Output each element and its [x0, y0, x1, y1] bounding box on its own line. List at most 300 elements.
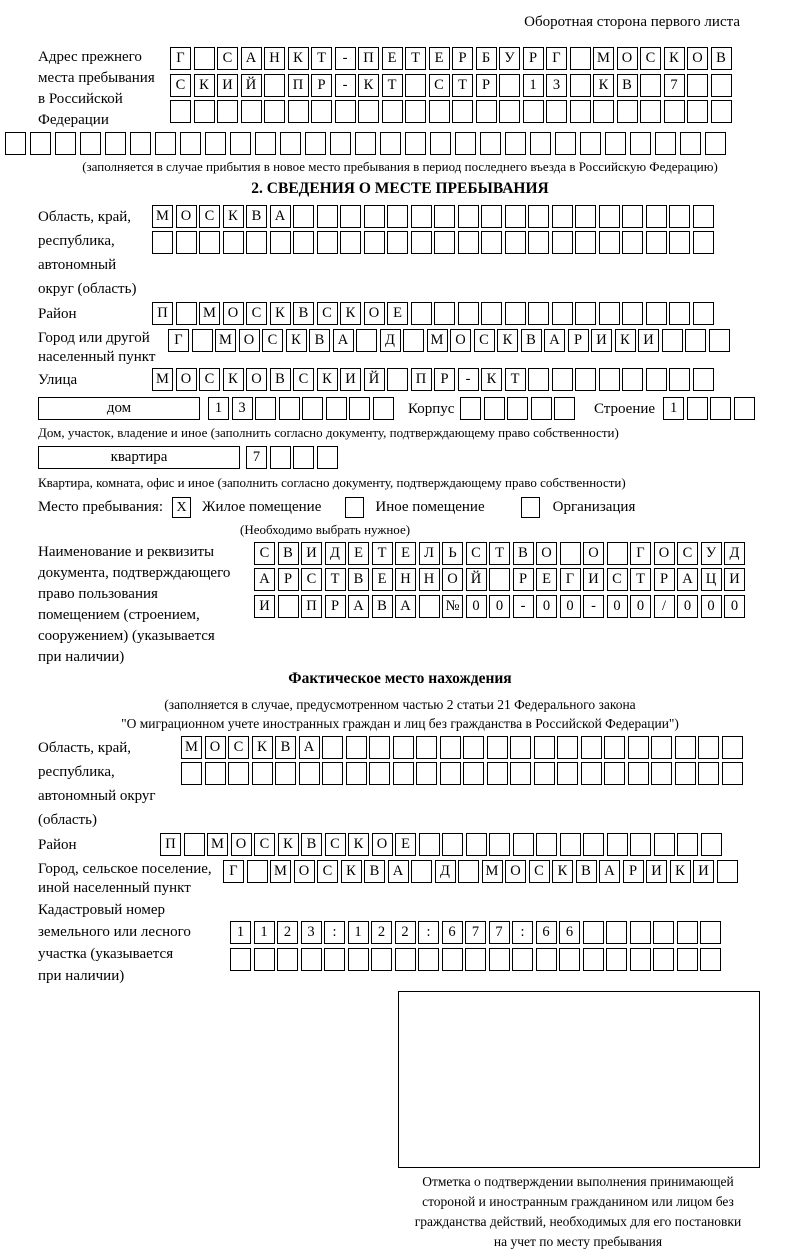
char-cell[interactable]: К	[270, 302, 291, 325]
char-cell[interactable]	[675, 736, 696, 759]
char-cell[interactable]: Е	[372, 568, 393, 591]
char-cell[interactable]: А	[395, 595, 416, 618]
char-cell[interactable]	[599, 368, 620, 391]
char-cell[interactable]	[669, 302, 690, 325]
char-cell[interactable]	[275, 762, 296, 785]
char-cell[interactable]	[669, 205, 690, 228]
char-cell[interactable]: С	[317, 860, 338, 883]
char-cell[interactable]	[646, 302, 667, 325]
char-cell[interactable]: С	[466, 542, 487, 565]
char-cell[interactable]	[440, 762, 461, 785]
char-cell[interactable]: И	[591, 329, 612, 352]
char-cell[interactable]	[430, 132, 451, 155]
char-cell[interactable]: А	[299, 736, 320, 759]
char-cell[interactable]: -	[335, 47, 356, 70]
char-cell[interactable]: Р	[434, 368, 455, 391]
char-cell[interactable]	[687, 74, 708, 97]
char-cell[interactable]: /	[654, 595, 675, 618]
char-cell[interactable]: С	[246, 302, 267, 325]
char-cell[interactable]	[418, 948, 439, 971]
char-cell[interactable]: А	[241, 47, 262, 70]
char-cell[interactable]: О	[176, 368, 197, 391]
char-cell[interactable]	[371, 948, 392, 971]
char-cell[interactable]	[465, 948, 486, 971]
char-cell[interactable]	[277, 948, 298, 971]
char-cell[interactable]: -	[513, 595, 534, 618]
char-cell[interactable]: Д	[380, 329, 401, 352]
char-cell[interactable]	[230, 132, 251, 155]
char-cell[interactable]	[593, 100, 614, 123]
char-cell[interactable]	[554, 397, 575, 420]
char-cell[interactable]: С	[199, 205, 220, 228]
char-cell[interactable]	[373, 397, 394, 420]
char-cell[interactable]: Й	[241, 74, 262, 97]
char-cell[interactable]: В	[372, 595, 393, 618]
char-cell[interactable]	[317, 231, 338, 254]
char-cell[interactable]: С	[262, 329, 283, 352]
char-cell[interactable]	[655, 132, 676, 155]
char-cell[interactable]	[405, 132, 426, 155]
char-cell[interactable]	[560, 542, 581, 565]
char-cell[interactable]: В	[617, 74, 638, 97]
char-cell[interactable]	[507, 397, 528, 420]
char-cell[interactable]	[322, 762, 343, 785]
char-cell[interactable]	[687, 100, 708, 123]
char-cell[interactable]: П	[301, 595, 322, 618]
char-cell[interactable]: М	[427, 329, 448, 352]
char-cell[interactable]	[356, 329, 377, 352]
char-cell[interactable]: В	[246, 205, 267, 228]
char-cell[interactable]: В	[278, 542, 299, 565]
char-cell[interactable]: К	[317, 368, 338, 391]
char-cell[interactable]	[463, 736, 484, 759]
char-cell[interactable]: М	[152, 368, 173, 391]
char-cell[interactable]	[411, 860, 432, 883]
char-cell[interactable]: К	[252, 736, 273, 759]
char-cell[interactable]: О	[687, 47, 708, 70]
char-cell[interactable]	[369, 736, 390, 759]
char-cell[interactable]	[693, 302, 714, 325]
char-cell[interactable]	[217, 100, 238, 123]
char-cell[interactable]: Г	[546, 47, 567, 70]
char-cell[interactable]: М	[215, 329, 236, 352]
char-cell[interactable]	[722, 762, 743, 785]
char-cell[interactable]: 7	[465, 921, 486, 944]
char-cell[interactable]	[604, 762, 625, 785]
char-cell[interactable]: П	[411, 368, 432, 391]
char-cell[interactable]: Т	[630, 568, 651, 591]
char-cell[interactable]: С	[301, 568, 322, 591]
char-cell[interactable]	[698, 736, 719, 759]
char-cell[interactable]: Е	[395, 542, 416, 565]
char-cell[interactable]	[458, 231, 479, 254]
char-cell[interactable]	[192, 329, 213, 352]
char-cell[interactable]: С	[529, 860, 550, 883]
char-cell[interactable]	[646, 231, 667, 254]
char-cell[interactable]	[411, 205, 432, 228]
char-cell[interactable]: Е	[536, 568, 557, 591]
char-cell[interactable]	[364, 231, 385, 254]
char-cell[interactable]: К	[615, 329, 636, 352]
char-cell[interactable]	[505, 205, 526, 228]
char-cell[interactable]	[301, 948, 322, 971]
char-cell[interactable]: С	[199, 368, 220, 391]
char-cell[interactable]: 7	[664, 74, 685, 97]
char-cell[interactable]	[460, 397, 481, 420]
char-cell[interactable]: 7	[246, 446, 267, 469]
char-cell[interactable]	[583, 948, 604, 971]
char-cell[interactable]	[302, 397, 323, 420]
char-cell[interactable]	[355, 132, 376, 155]
char-cell[interactable]: №	[442, 595, 463, 618]
char-cell[interactable]: П	[288, 74, 309, 97]
char-cell[interactable]: В	[309, 329, 330, 352]
char-cell[interactable]: О	[654, 542, 675, 565]
char-cell[interactable]: -	[335, 74, 356, 97]
char-cell[interactable]	[176, 302, 197, 325]
char-cell[interactable]	[411, 302, 432, 325]
char-cell[interactable]: М	[270, 860, 291, 883]
char-cell[interactable]	[662, 329, 683, 352]
char-cell[interactable]	[205, 762, 226, 785]
char-cell[interactable]: 1	[230, 921, 251, 944]
char-cell[interactable]	[570, 74, 591, 97]
char-cell[interactable]: 3	[546, 74, 567, 97]
char-cell[interactable]: К	[552, 860, 573, 883]
char-cell[interactable]	[489, 833, 510, 856]
char-cell[interactable]	[552, 205, 573, 228]
char-cell[interactable]: О	[583, 542, 604, 565]
char-cell[interactable]: Т	[325, 568, 346, 591]
char-cell[interactable]: У	[499, 47, 520, 70]
char-cell[interactable]	[252, 762, 273, 785]
char-cell[interactable]	[622, 368, 643, 391]
char-cell[interactable]	[403, 329, 424, 352]
char-cell[interactable]: Б	[476, 47, 497, 70]
char-cell[interactable]: В	[364, 860, 385, 883]
char-cell[interactable]: К	[497, 329, 518, 352]
char-cell[interactable]: 2	[371, 921, 392, 944]
char-cell[interactable]	[322, 736, 343, 759]
char-cell[interactable]	[646, 368, 667, 391]
char-cell[interactable]: Н	[395, 568, 416, 591]
char-cell[interactable]	[324, 948, 345, 971]
char-cell[interactable]: С	[607, 568, 628, 591]
char-cell[interactable]: Т	[489, 542, 510, 565]
char-cell[interactable]: 1	[254, 921, 275, 944]
char-cell[interactable]: П	[358, 47, 379, 70]
char-cell[interactable]	[180, 132, 201, 155]
char-cell[interactable]: Е	[395, 833, 416, 856]
char-cell[interactable]: 1	[523, 74, 544, 97]
char-cell[interactable]: В	[711, 47, 732, 70]
char-cell[interactable]	[346, 762, 367, 785]
char-cell[interactable]: С	[254, 542, 275, 565]
char-cell[interactable]: О	[364, 302, 385, 325]
char-cell[interactable]: К	[358, 74, 379, 97]
char-cell[interactable]: И	[340, 368, 361, 391]
char-cell[interactable]	[607, 542, 628, 565]
char-cell[interactable]	[709, 329, 730, 352]
char-cell[interactable]	[393, 736, 414, 759]
char-cell[interactable]	[653, 921, 674, 944]
char-cell[interactable]	[693, 368, 714, 391]
char-cell[interactable]: И	[693, 860, 714, 883]
char-cell[interactable]	[466, 833, 487, 856]
char-cell[interactable]	[717, 860, 738, 883]
char-cell[interactable]: Д	[325, 542, 346, 565]
char-cell[interactable]	[349, 397, 370, 420]
char-cell[interactable]	[693, 231, 714, 254]
char-cell[interactable]: О	[176, 205, 197, 228]
char-cell[interactable]: 6	[442, 921, 463, 944]
char-cell[interactable]	[693, 205, 714, 228]
char-cell[interactable]: А	[388, 860, 409, 883]
char-cell[interactable]	[583, 921, 604, 944]
char-cell[interactable]: К	[670, 860, 691, 883]
char-cell[interactable]: М	[181, 736, 202, 759]
char-cell[interactable]: 2	[395, 921, 416, 944]
char-cell[interactable]: М	[152, 205, 173, 228]
char-cell[interactable]: 6	[536, 921, 557, 944]
char-cell[interactable]: И	[583, 568, 604, 591]
char-cell[interactable]	[348, 948, 369, 971]
char-cell[interactable]: Ц	[701, 568, 722, 591]
char-cell[interactable]	[419, 833, 440, 856]
char-cell[interactable]: 1	[208, 397, 229, 420]
char-cell[interactable]: П	[152, 302, 173, 325]
char-cell[interactable]: А	[254, 568, 275, 591]
char-cell[interactable]: М	[207, 833, 228, 856]
char-cell[interactable]: М	[482, 860, 503, 883]
char-cell[interactable]	[340, 205, 361, 228]
char-cell[interactable]	[669, 368, 690, 391]
char-cell[interactable]: В	[270, 368, 291, 391]
char-cell[interactable]	[570, 100, 591, 123]
char-cell[interactable]	[458, 302, 479, 325]
char-cell[interactable]	[241, 100, 262, 123]
char-cell[interactable]	[555, 132, 576, 155]
char-cell[interactable]	[559, 948, 580, 971]
char-cell[interactable]	[669, 231, 690, 254]
char-cell[interactable]	[170, 100, 191, 123]
char-cell[interactable]	[640, 100, 661, 123]
char-cell[interactable]	[530, 132, 551, 155]
char-cell[interactable]: М	[199, 302, 220, 325]
char-cell[interactable]: Р	[278, 568, 299, 591]
char-cell[interactable]	[512, 948, 533, 971]
char-cell[interactable]	[698, 762, 719, 785]
char-cell[interactable]: Г	[168, 329, 189, 352]
char-cell[interactable]	[606, 921, 627, 944]
char-cell[interactable]	[419, 595, 440, 618]
char-cell[interactable]	[680, 132, 701, 155]
char-cell[interactable]	[534, 736, 555, 759]
char-cell[interactable]	[369, 762, 390, 785]
char-cell[interactable]	[335, 100, 356, 123]
char-cell[interactable]	[606, 948, 627, 971]
char-cell[interactable]	[205, 132, 226, 155]
char-cell[interactable]	[583, 833, 604, 856]
char-cell[interactable]: Р	[623, 860, 644, 883]
char-cell[interactable]	[270, 231, 291, 254]
char-cell[interactable]	[395, 948, 416, 971]
char-cell[interactable]	[536, 833, 557, 856]
char-cell[interactable]	[317, 205, 338, 228]
char-cell[interactable]	[326, 397, 347, 420]
char-cell[interactable]: У	[701, 542, 722, 565]
char-cell[interactable]: Р	[654, 568, 675, 591]
char-cell[interactable]	[677, 948, 698, 971]
char-cell[interactable]	[630, 132, 651, 155]
char-cell[interactable]	[700, 921, 721, 944]
char-cell[interactable]	[176, 231, 197, 254]
char-cell[interactable]: :	[324, 921, 345, 944]
char-cell[interactable]: О	[372, 833, 393, 856]
char-cell[interactable]: К	[278, 833, 299, 856]
char-cell[interactable]: В	[301, 833, 322, 856]
char-cell[interactable]	[255, 132, 276, 155]
char-cell[interactable]: М	[593, 47, 614, 70]
char-cell[interactable]	[487, 762, 508, 785]
char-cell[interactable]	[299, 762, 320, 785]
char-cell[interactable]	[194, 47, 215, 70]
char-cell[interactable]	[264, 100, 285, 123]
char-cell[interactable]: Е	[348, 542, 369, 565]
char-cell[interactable]	[685, 329, 706, 352]
char-cell[interactable]: Т	[372, 542, 393, 565]
char-cell[interactable]	[489, 948, 510, 971]
char-cell[interactable]	[622, 302, 643, 325]
char-cell[interactable]: Й	[466, 568, 487, 591]
char-cell[interactable]	[330, 132, 351, 155]
char-cell[interactable]: С	[474, 329, 495, 352]
char-cell[interactable]: П	[160, 833, 181, 856]
char-cell[interactable]	[434, 231, 455, 254]
char-cell[interactable]	[487, 736, 508, 759]
char-cell[interactable]: Й	[364, 368, 385, 391]
char-cell[interactable]	[452, 100, 473, 123]
char-cell[interactable]	[622, 231, 643, 254]
char-cell[interactable]: С	[254, 833, 275, 856]
char-cell[interactable]	[705, 132, 726, 155]
char-cell[interactable]	[442, 948, 463, 971]
char-cell[interactable]: О	[246, 368, 267, 391]
char-cell[interactable]: Г	[560, 568, 581, 591]
char-cell[interactable]: 0	[677, 595, 698, 618]
char-cell[interactable]	[711, 74, 732, 97]
char-cell[interactable]	[463, 762, 484, 785]
char-cell[interactable]	[440, 736, 461, 759]
char-cell[interactable]: Т	[405, 47, 426, 70]
char-cell[interactable]	[605, 132, 626, 155]
char-cell[interactable]: -	[458, 368, 479, 391]
char-cell[interactable]	[710, 397, 731, 420]
char-cell[interactable]	[580, 132, 601, 155]
char-cell[interactable]	[484, 397, 505, 420]
char-cell[interactable]: К	[593, 74, 614, 97]
char-cell[interactable]	[607, 833, 628, 856]
char-cell[interactable]: Н	[419, 568, 440, 591]
char-cell[interactable]: С	[677, 542, 698, 565]
char-cell[interactable]	[346, 736, 367, 759]
char-cell[interactable]: Л	[419, 542, 440, 565]
char-cell[interactable]: 0	[560, 595, 581, 618]
char-cell[interactable]	[528, 302, 549, 325]
char-cell[interactable]	[481, 205, 502, 228]
char-cell[interactable]	[557, 762, 578, 785]
char-cell[interactable]: О	[294, 860, 315, 883]
char-cell[interactable]: Т	[311, 47, 332, 70]
char-cell[interactable]: 0	[701, 595, 722, 618]
char-cell[interactable]: 0	[724, 595, 745, 618]
char-cell[interactable]	[570, 47, 591, 70]
char-cell[interactable]	[254, 948, 275, 971]
char-cell[interactable]	[701, 833, 722, 856]
char-cell[interactable]	[505, 231, 526, 254]
checkbox-organization[interactable]	[521, 497, 540, 518]
char-cell[interactable]	[481, 302, 502, 325]
char-cell[interactable]: И	[217, 74, 238, 97]
char-cell[interactable]: :	[512, 921, 533, 944]
char-cell[interactable]	[480, 132, 501, 155]
char-cell[interactable]: С	[317, 302, 338, 325]
char-cell[interactable]: А	[677, 568, 698, 591]
char-cell[interactable]: И	[646, 860, 667, 883]
char-cell[interactable]: Р	[452, 47, 473, 70]
char-cell[interactable]: К	[223, 205, 244, 228]
char-cell[interactable]	[416, 736, 437, 759]
char-cell[interactable]: Т	[452, 74, 473, 97]
char-cell[interactable]: К	[481, 368, 502, 391]
char-cell[interactable]	[130, 132, 151, 155]
char-cell[interactable]: С	[293, 368, 314, 391]
char-cell[interactable]	[640, 74, 661, 97]
char-cell[interactable]: В	[348, 568, 369, 591]
char-cell[interactable]	[599, 302, 620, 325]
char-cell[interactable]	[358, 100, 379, 123]
char-cell[interactable]	[317, 446, 338, 469]
char-cell[interactable]: Г	[630, 542, 651, 565]
char-cell[interactable]: С	[228, 736, 249, 759]
char-cell[interactable]: К	[223, 368, 244, 391]
char-cell[interactable]	[181, 762, 202, 785]
char-cell[interactable]: О	[505, 860, 526, 883]
char-cell[interactable]	[382, 100, 403, 123]
char-cell[interactable]	[499, 74, 520, 97]
char-cell[interactable]: О	[239, 329, 260, 352]
char-cell[interactable]	[223, 231, 244, 254]
char-cell[interactable]: И	[301, 542, 322, 565]
char-cell[interactable]	[628, 736, 649, 759]
char-cell[interactable]	[599, 231, 620, 254]
char-cell[interactable]	[387, 231, 408, 254]
char-cell[interactable]: С	[325, 833, 346, 856]
char-cell[interactable]	[155, 132, 176, 155]
char-cell[interactable]: К	[340, 302, 361, 325]
char-cell[interactable]: Р	[513, 568, 534, 591]
char-cell[interactable]: К	[341, 860, 362, 883]
char-cell[interactable]	[416, 762, 437, 785]
char-cell[interactable]: Т	[505, 368, 526, 391]
char-cell[interactable]	[228, 762, 249, 785]
char-cell[interactable]	[387, 368, 408, 391]
char-cell[interactable]	[581, 736, 602, 759]
char-cell[interactable]: С	[640, 47, 661, 70]
char-cell[interactable]: А	[348, 595, 369, 618]
char-cell[interactable]: Г	[170, 47, 191, 70]
char-cell[interactable]	[552, 368, 573, 391]
